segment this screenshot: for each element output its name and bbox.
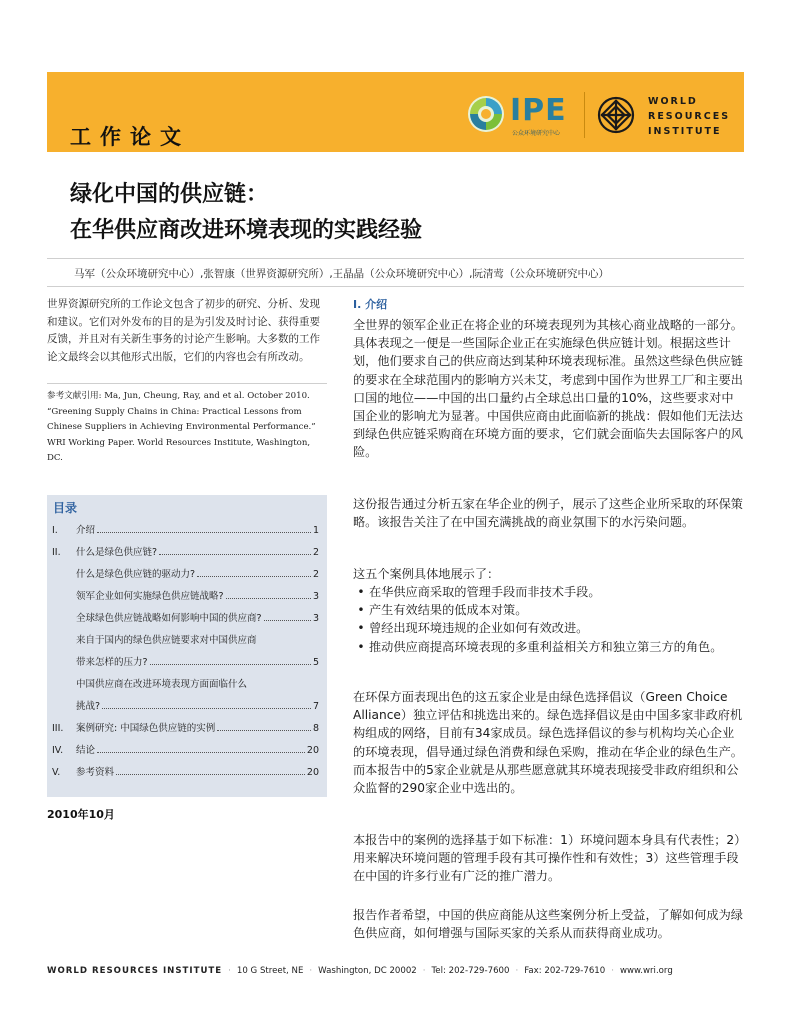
bullet-list	[353, 583, 745, 656]
toc-item[interactable]	[47, 604, 321, 624]
footer-city: Washington, DC 20002	[318, 966, 417, 976]
toc-item[interactable]	[47, 516, 321, 536]
toc-title: 介绍	[76, 525, 96, 536]
wri-logo-line: WORLD	[648, 96, 698, 107]
toc-page: 8	[312, 723, 319, 734]
title-line-2: 在华供应商改进环境表现的实践经验	[70, 217, 423, 243]
toc-page: 2	[312, 569, 319, 580]
toc-page: 20	[306, 767, 319, 778]
footer: WORLD RESOURCES INSTITUTE · 10 G Street, NE · Washington, DC 20002 · Tel: 202-729-7600 · Fax: 202-729-7610 · www.wri.org	[47, 966, 673, 976]
toc-number: V.	[52, 767, 61, 778]
toc-page: 20	[306, 745, 319, 756]
paragraph: 这份报告通过分析五家在华企业的例子，展示了这些企业所采取的环保策略。该报告关注了在中国充满挑战的商业氛围下的水污染问题。	[353, 497, 743, 530]
ipe-emblem-icon	[466, 94, 506, 134]
toc-item[interactable]	[47, 560, 321, 580]
toc-item[interactable]	[47, 582, 321, 602]
list-item: • 推动供应商提高环境表现的多重利益相关方和独立第三方的角色。	[353, 638, 745, 656]
footer-website-link[interactable]: www.wri.org	[619, 966, 673, 976]
divider	[47, 258, 744, 259]
toc-leader	[197, 576, 311, 577]
toc-title: 来自于国内的绿色供应链要求对中国供应商	[76, 635, 257, 646]
title-line-1: 绿化中国的供应链：	[70, 181, 269, 207]
toc-page: 3	[312, 591, 319, 602]
list-item-text: 曾经出现环境违规的企业如何有效改进。	[369, 621, 589, 636]
wri-logo-text	[648, 94, 730, 139]
paragraph: 这五个案例具体地展示了：	[353, 567, 500, 581]
toc-leader	[264, 620, 311, 621]
list-item-text: 在华供应商采取的管理手段而非技术手段。	[369, 585, 601, 599]
authors: 马军（公众环境研究中心）,张智康（世界资源研究所）,王晶晶（公众环境研究中心）,阮清莺（公众环境研究中心）	[74, 268, 610, 280]
toc-page: 1	[312, 525, 319, 536]
toc-heading: 目录	[53, 501, 78, 515]
toc-leader	[159, 554, 311, 555]
toc-title: 中国供应商在改进环境表现方面面临什么	[76, 679, 248, 690]
toc-title: 带来怎样的压力?	[76, 657, 148, 668]
toc-page: 2	[312, 547, 319, 558]
wri-knot-icon	[597, 96, 635, 134]
ipe-logo	[466, 92, 581, 138]
toc-title: 什么是绿色供应链?	[76, 547, 158, 558]
wri-logo-line: RESOURCES	[648, 111, 731, 122]
toc-item[interactable]	[47, 670, 321, 690]
list-item: • 在华供应商采取的管理手段而非技术手段。	[353, 583, 745, 601]
toc-number: II.	[52, 547, 61, 558]
paragraph: 本报告中的案例的选择基于如下标准：1）环境问题本身具有代表性；2）用来解决环境问题的管理手段有其可操作性和有效性；3）这些管理手段在中国的许多行业有广泛的推广潜力。	[353, 833, 741, 884]
list-item: • 曾经出现环境违规的企业如何有效改进。	[353, 619, 745, 637]
paper-title	[70, 176, 422, 248]
toc-leader	[102, 708, 311, 709]
footer-address: 10 G Street, NE	[236, 966, 304, 976]
toc-item[interactable]	[47, 714, 321, 734]
divider	[47, 286, 744, 287]
logo-divider	[584, 92, 585, 138]
toc-item[interactable]	[47, 758, 321, 778]
toc-item[interactable]	[47, 692, 321, 712]
toc-title: 结论	[76, 745, 96, 756]
toc-title: 案例研究: 中国绿色供应链的实例	[76, 723, 216, 734]
toc-page: 7	[312, 701, 319, 712]
working-paper-note: 世界资源研究所的工作论文包含了初步的研究、分析、发现和建议。它们对外发布的目的是为引发及时讨论、获得重要反馈，并且对有关新生事务的讨论产生影响。大多数的工作论文最终会以其他形式出版，它们的内容也会有所改动。	[47, 298, 320, 363]
paragraph: 在环保方面表现出色的这五家企业是由绿色选择倡议（Green Choice Alliance）独立评估和挑选出来的。绿色选择倡议是由中国多家非政府机构组成的网络，目前有34家成员。绿色选择倡议的参与机构均关心企业的环境表现，倡导通过绿色消费和绿色采购，推动在华企业的绿色生产。而本报告中的5家企业就是从那些愿意就其环境表现接受非政府组织和公众监督的290家企业中选出的。	[353, 690, 743, 796]
toc-leader	[116, 774, 305, 775]
divider	[47, 383, 327, 384]
toc-item[interactable]	[47, 648, 321, 668]
list-item-text: 推动供应商提高环境表现的多重利益相关方和独立第三方的角色。	[369, 639, 723, 654]
toc-number: I.	[52, 525, 58, 536]
section-heading: I. 介绍	[353, 298, 388, 311]
list-item: • 产生有效结果的低成本对策。	[353, 601, 745, 619]
toc-page: 3	[312, 613, 319, 624]
toc-number: IV.	[52, 745, 64, 756]
list-item-text: 产生有效结果的低成本对策。	[369, 603, 528, 618]
toc-item[interactable]	[47, 626, 321, 646]
wri-logo-line: INSTITUTE	[648, 126, 722, 137]
toc-leader	[150, 664, 311, 665]
toc-leader	[97, 752, 305, 753]
toc-item[interactable]	[47, 736, 321, 756]
toc-item[interactable]	[47, 538, 321, 558]
toc-leader	[217, 730, 311, 731]
footer-org: WORLD RESOURCES INSTITUTE	[47, 966, 223, 976]
toc-title: 什么是绿色供应链的驱动力?	[76, 569, 196, 580]
citation: 参考文献引用: Ma, Jun, Cheung, Ray, and et al. October 2010. “Greening Supply Chains in China: Practical Lessons from Chinese Suppliers in Achieving Environmental Performance.” WRI Working Paper. World Resources Institute, Washington, DC.	[47, 391, 316, 463]
toc-title: 参考资料	[76, 767, 115, 778]
paragraph: 全世界的领军企业正在将企业的环境表现列为其核心商业战略的一部分。具体表现之一便是一些国际企业正在实施绿色供应链计划。根据这些计划，他们要求自己的供应商达到某种环境表现标准。虽然这些绿色供应链的要求在全球范围内的影响方兴未艾，考虑到中国作为世界工厂和主要出口国的地位——中国的出口量约占全球总出口量的10%，这些要求对中国企业的影响尤为显著。中国供应商由此面临新的挑战：假如他们无法达到绿色供应链采购商在环境方面的要求，它们就会面临失去国际客户的风险。	[353, 318, 743, 460]
ipe-logo-text: IPE	[510, 93, 567, 128]
toc-number: III.	[52, 723, 64, 734]
toc-title: 领军企业如何实施绿色供应链战略?	[76, 591, 224, 602]
toc-title: 全球绿色供应链战略如何影响中国的供应商?	[76, 613, 262, 624]
publication-date: 2010年10月	[47, 808, 115, 821]
footer-tel: Tel: 202-729-7600	[431, 966, 510, 976]
paragraph: 报告作者希望，中国的供应商能从这些案例分析上受益，了解如何成为绿色供应商，如何增强与国际买家的关系从而获得商业成功。	[353, 908, 743, 941]
ipe-logo-subtitle: 公众环境研究中心	[512, 130, 561, 137]
table-of-contents	[47, 495, 327, 797]
toc-leader	[226, 598, 311, 599]
footer-fax: Fax: 202-729-7610	[524, 966, 606, 976]
series-label: 工作论文	[70, 125, 190, 149]
toc-leader	[97, 532, 311, 533]
toc-page: 5	[312, 657, 319, 668]
toc-title: 挑战?	[76, 701, 101, 712]
